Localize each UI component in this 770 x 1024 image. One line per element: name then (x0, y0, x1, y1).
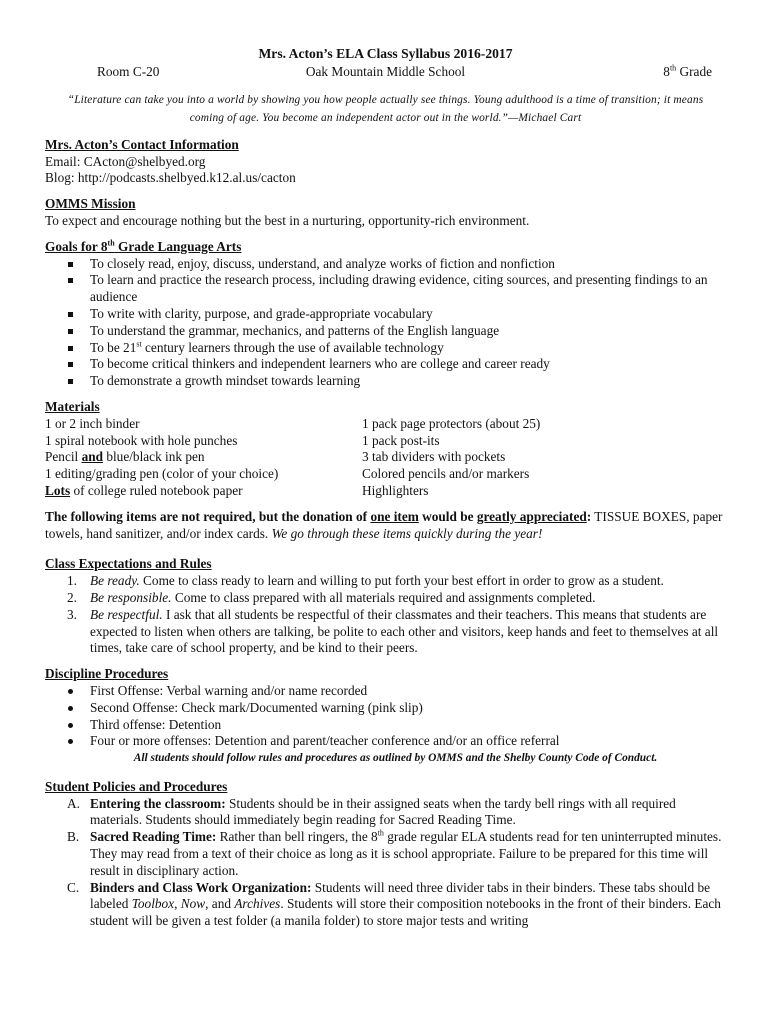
materials-heading: Materials (45, 398, 100, 414)
expectation-title: Be responsible. (90, 589, 172, 605)
policy-text: Rather than bell ringers, the 8 (216, 829, 378, 845)
goal-suffix: st (136, 339, 142, 349)
mission-text: To expect and encourage nothing but the best in a nurturing, opportunity-rich environment. (45, 212, 530, 228)
policy-text-rest: grade regular ELA students read for ten uninterrupted minutes. They may read from a text of their choice as long as it is school appropriate. Failure to be prepared for this time will result in disciplinary action. (90, 829, 722, 878)
goal-item: To closely read, enjoy, discuss, understand, and analyze works of fiction and nonfiction (90, 256, 726, 273)
policy-title: Binders and Class Work Organization: (90, 879, 312, 895)
materials-left-column (45, 416, 362, 500)
goal-item (90, 340, 726, 357)
policy-text-rest: . Students will store their composition notebooks in the front of their binders. Each student will be given a test folder (a manila folder) to store major tests and writing (90, 896, 721, 929)
expectation-number: 1. (67, 573, 77, 589)
school-name: Oak Mountain Middle School (305, 63, 466, 79)
document-title: Mrs. Acton’s ELA Class Syllabus 2016-2017 (258, 46, 513, 61)
donation-one-item: one item (370, 508, 419, 524)
material-text: Pencil (45, 449, 82, 465)
contact-email[interactable]: Email: CActon@shelbyed.org (45, 153, 206, 169)
discipline-heading: Discipline Procedures (45, 666, 169, 682)
tab-name-now: Now (180, 896, 206, 912)
discipline-item: Third offense: Detention (90, 717, 726, 734)
expectations-heading: Class Expectations and Rules (45, 556, 212, 572)
material-item: 1 pack post-its (362, 432, 440, 448)
goals-heading (45, 239, 726, 256)
grade-number: 8 (663, 63, 670, 79)
donation-lead-2: would be (418, 508, 477, 524)
material-item: 1 pack page protectors (about 25) (362, 415, 541, 431)
policies-list (45, 796, 726, 930)
materials-columns (45, 416, 726, 500)
goal-item: To become critical thinkers and independent learners who are college and career ready (90, 356, 726, 373)
discipline-list (45, 683, 726, 750)
donation-greatly: greatly appreciated (476, 508, 587, 524)
donation-paragraph (45, 509, 726, 543)
material-emphasis: Lots (45, 482, 71, 498)
material-item: Highlighters (362, 482, 429, 498)
subtitle-row (45, 64, 726, 81)
policies-heading: Student Policies and Procedures (45, 778, 228, 794)
contact-heading: Mrs. Acton’s Contact Information (45, 136, 239, 152)
goals-heading-suffix: th (107, 238, 115, 248)
expectation-text: I ask that all students be respectful of their classmates and their teachers. This means that students are expected to listen when others are talking, be polite to each other and visitors, keep hands and feet to themselves at all times, take care of school property, and be kind to their peers. (90, 606, 719, 656)
goals-list (45, 256, 726, 390)
policy-separator: , (174, 896, 181, 912)
goal-text-rest: century learners through the use of available technology (141, 339, 444, 355)
mission-heading: OMMS Mission (45, 196, 136, 212)
material-item: 3 tab dividers with pockets (362, 449, 506, 465)
policy-title: Entering the classroom: (90, 795, 226, 811)
policy-item (67, 828, 726, 879)
material-text-rest: blue/black ink pen (103, 449, 205, 465)
policy-text: Students should be in their assigned seats when the tardy bell rings with all required materials. Students should immediately begin reading for Sacred Reading Time. (90, 795, 676, 828)
policy-letter: B. (67, 829, 80, 845)
grade-suffix: th (669, 63, 677, 73)
material-item: 1 spiral notebook with hole punches (45, 432, 238, 448)
goals-heading-text: Goals for 8 (45, 238, 108, 254)
tab-name-archives: Archives (234, 896, 281, 912)
materials-right-column (362, 416, 712, 500)
expectation-title: Be respectful. (90, 606, 163, 622)
policy-suffix: th (377, 828, 384, 838)
material-emphasis: and (81, 449, 104, 465)
discipline-item: First Offense: Verbal warning and/or name recorded (90, 683, 726, 700)
goals-heading-rest: Grade Language Arts (114, 238, 242, 254)
expectation-text: Come to class ready to learn and willing to put forth your best effort in order to grow as a student. (139, 573, 664, 589)
tab-name-toolbox: Toolbox (131, 896, 175, 912)
material-item: 1 editing/grading pen (color of your choice) (45, 466, 279, 482)
donation-colon: : (586, 508, 592, 524)
expectation-item (67, 573, 726, 590)
policy-title: Sacred Reading Time: (90, 829, 217, 845)
expectation-item (67, 589, 726, 607)
donation-lead: The following items are not required, but the donation of (45, 508, 371, 524)
room-label: Room C-20 (97, 63, 160, 79)
discipline-note: All students should follow rules and procedures as outlined by OMMS and the Shelby County Code of Conduct. (133, 752, 658, 765)
policy-item (67, 795, 726, 830)
goal-text: To be 21 (90, 339, 137, 355)
discipline-item: Second Offense: Check mark/Documented warning (pink slip) (90, 700, 726, 717)
epigraph-quote: “Literature can take you into a world by showing you how people actually see things. Young adulthood is a time of transition; it means coming of age. You become an independent actor out in the world.”—Michael Cart (67, 93, 704, 124)
material-item: Colored pencils and/or markers (362, 466, 530, 482)
expectation-number: 3. (67, 606, 77, 622)
donation-note: We go through these items quickly during the year! (271, 525, 543, 541)
material-text-rest: of college ruled notebook paper (70, 482, 243, 498)
goal-item: To write with clarity, purpose, and grade-appropriate vocabulary (90, 306, 726, 323)
expectations-list (45, 573, 726, 657)
contact-blog[interactable]: Blog: http://podcasts.shelbyed.k12.al.us/cacton (45, 170, 296, 186)
grade-word: Grade (679, 63, 712, 79)
goal-item: To understand the grammar, mechanics, and patterns of the English language (90, 323, 726, 340)
donation-items: TISSUE BOXES, paper towels, hand sanitizer, and/or index cards. (45, 508, 723, 541)
policy-letter: A. (67, 795, 80, 811)
expectation-item (67, 606, 726, 657)
policy-text: Students will need three divider tabs in their binders. These tabs should be labeled (90, 879, 710, 912)
policy-letter: C. (67, 879, 80, 895)
policy-item (67, 879, 726, 930)
grade-label (663, 64, 712, 81)
material-item: 1 or 2 inch binder (45, 415, 140, 431)
expectation-number: 2. (67, 589, 77, 605)
goal-item: To demonstrate a growth mindset towards learning (90, 373, 726, 390)
material-item (45, 483, 362, 500)
material-item (45, 449, 362, 466)
expectation-text: Come to class prepared with all materials required and assignments completed. (171, 589, 596, 605)
discipline-item: Four or more offenses: Detention and parent/teacher conference and/or an office referral (90, 733, 726, 750)
policy-separator: , and (205, 896, 235, 912)
goal-item: To learn and practice the research process, including drawing evidence, citing sources, and presenting findings to an audience (90, 272, 726, 306)
expectation-title: Be ready. (90, 573, 140, 589)
